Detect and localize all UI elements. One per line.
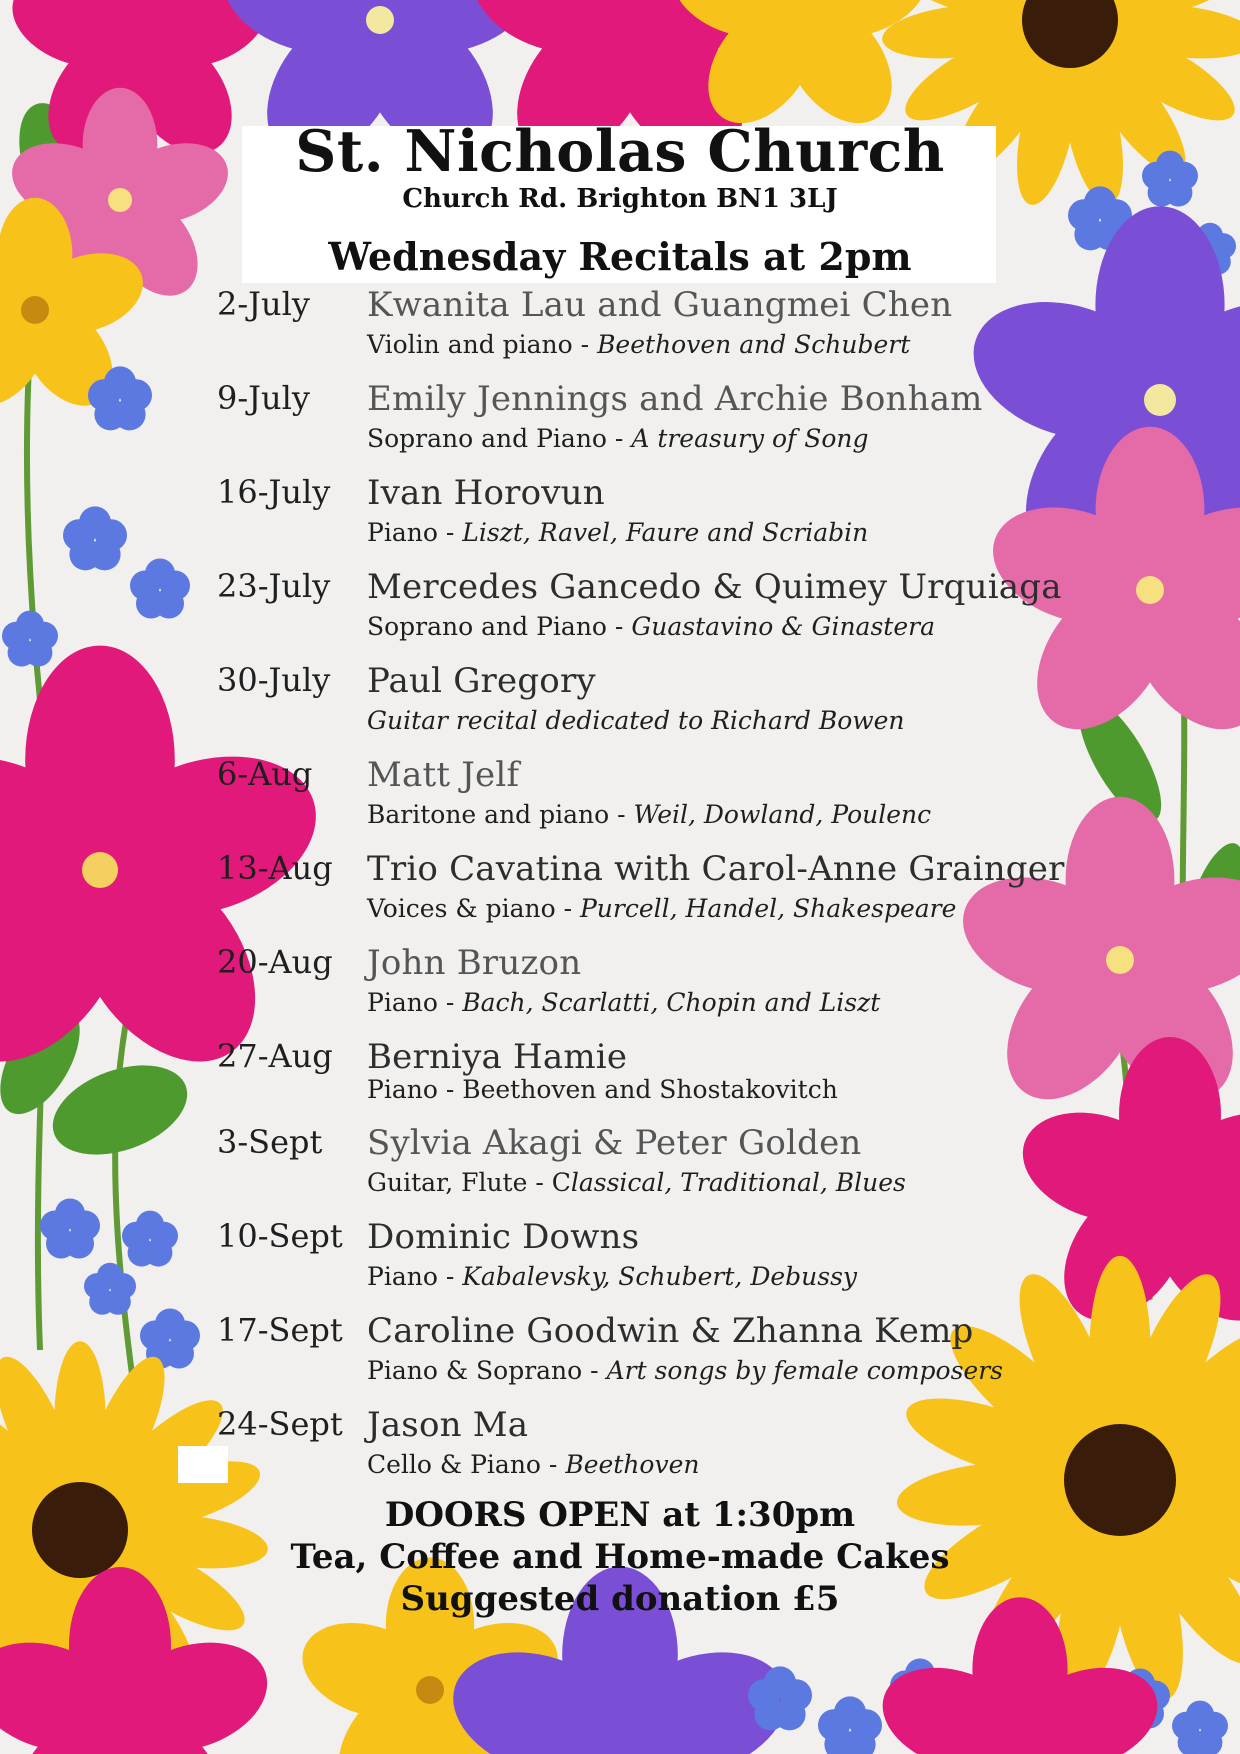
recital-instruments: Baritone and piano - bbox=[367, 800, 634, 829]
recital-date: 2-July bbox=[217, 285, 310, 323]
recital-detail bbox=[367, 894, 956, 923]
recital-detail bbox=[367, 1450, 700, 1479]
recital-detail bbox=[367, 612, 935, 641]
recital-program: A treasury of Song bbox=[631, 424, 869, 453]
recital-detail bbox=[367, 988, 880, 1017]
recital-item bbox=[217, 1217, 1087, 1311]
recital-detail bbox=[367, 1356, 1003, 1385]
recital-item bbox=[217, 1123, 1087, 1217]
donation-text: Suggested donation £5 bbox=[400, 1579, 840, 1619]
recital-instruments: Voices & piano - bbox=[367, 894, 580, 923]
recital-performer: Jason Ma bbox=[367, 1405, 529, 1445]
recital-list bbox=[217, 285, 1087, 1499]
recital-item bbox=[217, 379, 1087, 473]
recital-detail bbox=[367, 1075, 838, 1104]
recital-performer: Paul Gregory bbox=[367, 661, 596, 701]
recital-item bbox=[217, 285, 1087, 379]
recital-item bbox=[217, 1405, 1087, 1499]
recital-detail bbox=[367, 424, 869, 453]
recital-detail bbox=[367, 330, 910, 359]
recital-program: Beethoven and Schubert bbox=[597, 330, 911, 359]
recital-instruments: Piano - bbox=[367, 988, 463, 1017]
recital-item bbox=[217, 661, 1087, 755]
recital-program: Art songs by female composers bbox=[606, 1356, 1004, 1385]
recital-item bbox=[217, 943, 1087, 1037]
recital-program: lassical, Traditional, Blues bbox=[570, 1168, 906, 1197]
recital-program: Kabalevsky, Schubert, Debussy bbox=[462, 1262, 858, 1291]
recital-item bbox=[217, 755, 1087, 849]
recitals-heading: Wednesday Recitals at 2pm bbox=[328, 234, 912, 279]
recital-date: 13-Aug bbox=[217, 849, 333, 887]
recital-instruments: Violin and piano - bbox=[367, 330, 598, 359]
recital-detail bbox=[367, 1168, 906, 1197]
refreshments-text: Tea, Coffee and Home-made Cakes bbox=[290, 1537, 950, 1577]
recital-performer: Dominic Downs bbox=[367, 1217, 640, 1257]
recital-performer: Kwanita Lau and Guangmei Chen bbox=[367, 285, 953, 325]
recital-program: Beethoven bbox=[565, 1450, 700, 1479]
recital-item bbox=[217, 849, 1087, 943]
recital-performer: John Bruzon bbox=[367, 943, 582, 983]
recital-performer: Mercedes Gancedo & Quimey Urquiaga bbox=[367, 567, 1062, 607]
recital-instruments: Soprano and Piano - bbox=[367, 612, 632, 641]
recital-detail bbox=[367, 706, 905, 735]
recital-performer: Matt Jelf bbox=[367, 755, 520, 795]
recital-date: 3-Sept bbox=[217, 1123, 323, 1161]
recital-performer: Emily Jennings and Archie Bonham bbox=[367, 379, 983, 419]
event-info bbox=[0, 1494, 1240, 1620]
recital-instruments: Piano - bbox=[367, 1262, 463, 1291]
recital-date: 30-July bbox=[217, 661, 331, 699]
recital-date: 10-Sept bbox=[217, 1217, 343, 1255]
recital-date: 9-July bbox=[217, 379, 310, 417]
recital-item bbox=[217, 1311, 1087, 1405]
recital-instruments: Piano - bbox=[367, 518, 463, 547]
recital-performer: Caroline Goodwin & Zhanna Kemp bbox=[367, 1311, 974, 1351]
recital-date: 17-Sept bbox=[217, 1311, 343, 1349]
recital-date: 24-Sept bbox=[217, 1405, 343, 1443]
recital-performer: Berniya Hamie bbox=[367, 1037, 628, 1077]
church-address: Church Rd. Brighton BN1 3LJ bbox=[402, 184, 838, 214]
recital-item bbox=[217, 567, 1087, 661]
recital-item bbox=[217, 1037, 1087, 1123]
recital-program: Bach, Scarlatti, Chopin and Liszt bbox=[462, 988, 881, 1017]
recital-date: 16-July bbox=[217, 473, 331, 511]
recital-detail bbox=[367, 518, 868, 547]
recital-date: 20-Aug bbox=[217, 943, 333, 981]
recital-performer: Sylvia Akagi & Peter Golden bbox=[367, 1123, 862, 1163]
recital-instruments: Guitar, Flute - C bbox=[367, 1168, 571, 1197]
recital-instruments: Cello & Piano - bbox=[367, 1450, 566, 1479]
doors-open-text: DOORS OPEN at 1:30pm bbox=[384, 1495, 856, 1535]
recital-program: Weil, Dowland, Poulenc bbox=[633, 800, 932, 829]
recital-instruments: Piano & Soprano - bbox=[367, 1356, 607, 1385]
recital-date: 23-July bbox=[217, 567, 331, 605]
recital-instruments: Piano - Beethoven and Shostakovitch bbox=[367, 1075, 838, 1104]
recital-performer: Ivan Horovun bbox=[367, 473, 605, 513]
page-title: St. Nicholas Church bbox=[295, 118, 945, 185]
recital-instruments: Soprano and Piano - bbox=[367, 424, 632, 453]
recital-program: Purcell, Handel, Shakespeare bbox=[579, 894, 957, 923]
recital-detail bbox=[367, 1262, 857, 1291]
recital-date: 27-Aug bbox=[217, 1037, 333, 1075]
recital-performer: Trio Cavatina with Carol-Anne Grainger bbox=[367, 849, 1065, 889]
recital-detail bbox=[367, 800, 931, 829]
recital-program: Guitar recital dedicated to Richard Bowen bbox=[367, 706, 905, 735]
recital-date: 6-Aug bbox=[217, 755, 313, 793]
recital-item bbox=[217, 473, 1087, 567]
recital-program: Liszt, Ravel, Faure and Scriabin bbox=[462, 518, 869, 547]
recital-program: Guastavino & Ginastera bbox=[631, 612, 935, 641]
